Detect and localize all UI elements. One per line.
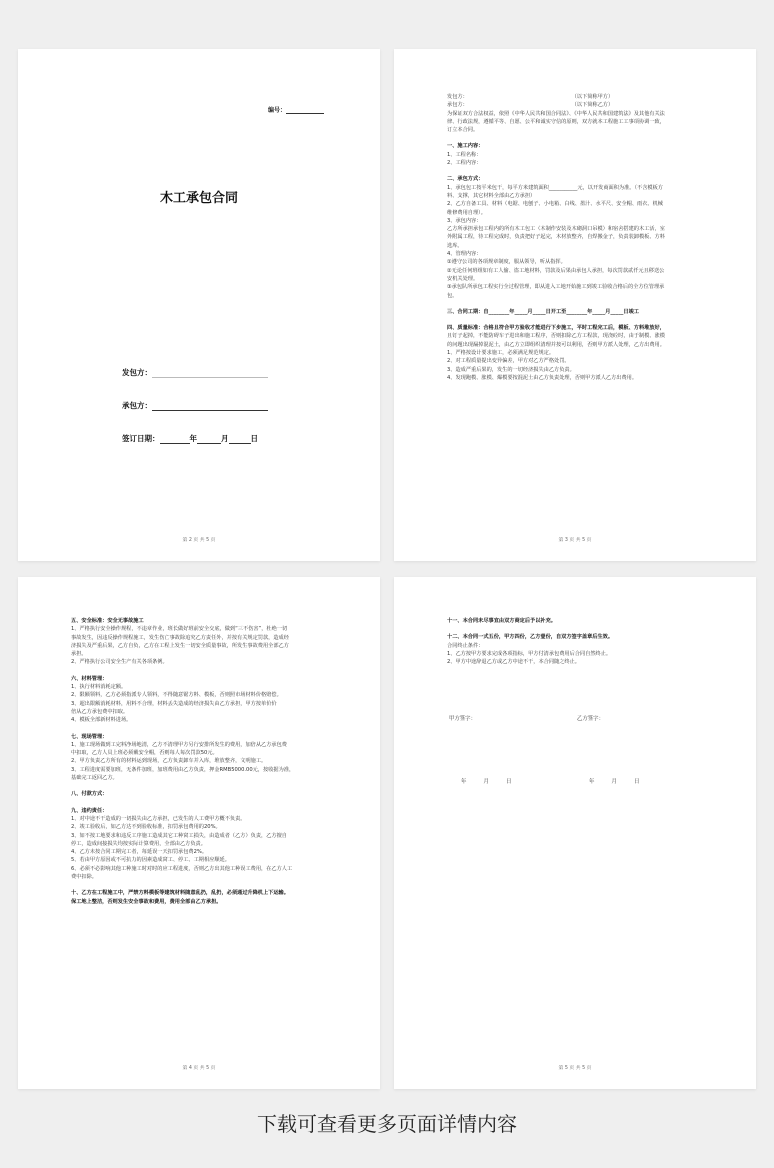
text-line: 费中扣除。 [71, 874, 97, 881]
document-page-4 [18, 577, 380, 1089]
party-b-date: 年 月 日 [589, 779, 640, 785]
download-caption: 下载可查看更多页面详情内容 [257, 1112, 517, 1136]
paragraph-gap [71, 881, 328, 889]
text-line: 承包方： （以下简称乙方） [447, 102, 614, 109]
text-line: 4、模板全部新材料进场。 [71, 717, 132, 724]
text-line: 3、超出限额消耗材料，用料不合理，材料丢失造成的经济损失由乙方承担，甲方按单价价 [71, 700, 277, 707]
text-line: ③承包队所承包工程实行全过程管理，即从进入工地开始施工到竣工验收合格后的全方位管理承 [447, 284, 665, 291]
paragraph-gap [447, 316, 704, 324]
party-b-signature: 乙方签字： [577, 716, 604, 722]
page-footer: 第 5 页 共 5 页 [558, 1066, 592, 1071]
text-line: 合同终止条件： [447, 642, 484, 649]
text-line: 中扣取，乙方人员上班必须戴安全帽，否则每人每次罚款50元。 [71, 750, 218, 757]
text-line: 2、严格执行公司安全生产有关各项条例。 [71, 659, 168, 666]
text-line: 发包方： （以下简称甲方） [447, 94, 614, 100]
paragraph-gap [71, 799, 328, 807]
text-line: 承担。 [71, 651, 87, 658]
document-page-2 [18, 49, 380, 561]
text-line: 2、竣工验收后，如乙方达不到验收标准，扣罚承包费用的20%。 [71, 824, 221, 831]
text-line: 安机关处理。 [447, 275, 479, 282]
section-heading: 七、现场管理： [71, 733, 108, 740]
paragraph-gap [447, 167, 704, 175]
text-line: 倍从乙方承包费中扣取。 [71, 708, 129, 715]
page-4-body [71, 617, 328, 906]
text-line: 外附属工程，待工程完成时，负责把好子起完，木材放整齐，自焊搬金子，负责装卸模板、方料 [447, 234, 665, 241]
section-heading: 十、乙方在工程施工中，严禁方料模板等建筑材料随意乱扔，乱扔，必须通过升降机上下运输。 [71, 890, 289, 897]
page-footer: 第 4 页 共 5 页 [182, 1066, 216, 1071]
section-heading: 五、安全标准：安全无事故施工 [71, 618, 144, 624]
text-line: 维修费用自理）。 [447, 209, 486, 216]
text-line: ①遵守公司的各项规章制度，服从领导，听从指挥。 [447, 259, 566, 266]
section-heading: 一、施工内容： [447, 143, 484, 150]
text-line: 订立本合同。 [447, 127, 479, 134]
text-line: 基础完工返回乙方。 [71, 775, 118, 782]
party-a-signature: 甲方签字： [449, 716, 476, 722]
text-line: 料、支撑，其它材料全部由乙方承担） [447, 192, 536, 199]
text-line: 3、造成严重后果的，发生的一切经济损失由乙方负责。 [447, 366, 575, 373]
text-line: 济损失及严重后果，乙方自负，乙方在工程上发生一切安全质量事故，所发生事故费用全部乙方 [71, 642, 289, 649]
text-line: 6、必须不必影响其他工种施工时对时的应工程进度，否则乙方出其他工种误工费用，在乙方人工 [71, 865, 293, 872]
text-line: 2、甲方中途辞退乙方或乙方中途不干，本合同随之终止。 [447, 659, 580, 666]
text-line: 选库。 [447, 242, 463, 249]
contract-number: 编号： [268, 105, 324, 114]
page-footer: 第 3 页 共 5 页 [558, 538, 592, 543]
text-line: 1、严格执行安全操作规程，不违章作业，班长做好班前安全交底，做到“三不伤害”，杜绝一切 [71, 626, 288, 633]
text-line: 3、工程进度需要加班，无条件加班，加班费用由乙方负责，押金RMB5000.00元，按收据为准， [71, 766, 295, 773]
text-line: 乙方所承担承包工程内的所有木工包工（木制作安装及木砌洞口吊模）和宿舍搭建的木工活，室 [447, 226, 665, 233]
text-line: 1、对中途不干造成的一切损失由乙方承担，已发生的人工费甲方概不负责。 [71, 815, 246, 822]
text-line: 2、工程内容： [447, 160, 482, 167]
text-line: 2、限额领料，乙方必须指派专人领料，不得随意锯方料、模板，否则照市场材料价格赔偿。 [71, 692, 282, 699]
party-b-field: 承包方： [122, 400, 268, 411]
text-line: 包。 [447, 292, 458, 299]
paragraph-gap [71, 782, 328, 790]
text-line: 4、乙方未按合同工期完工者，每延误一天扣罚承包费2%。 [71, 849, 208, 856]
text-line: ②无论任何班组如有工人偷、盗工地材料，罚款及后果由承包人承担，每次罚款贰仟元且移送公 [447, 267, 665, 274]
paragraph-gap [71, 667, 328, 675]
paragraph-gap [71, 725, 328, 733]
section-heading: 四、质量标准：合格且符合甲方验收才能进行下步施工，平时工程完工后，模板、方料堆放好， [447, 325, 665, 332]
page-footer: 第 2 页 共 5 页 [182, 538, 216, 543]
text-line: 2、对工程质量提出变异偏差，甲方对乙方严格处罚。 [447, 358, 570, 365]
paragraph-gap [447, 300, 704, 308]
text-line: 1、工程名称： [447, 151, 482, 158]
text-line: 4、发现跑模、胀模、爆模要按混泥土由乙方负责处理，否则甲方派人乙方出费用。 [447, 374, 638, 381]
text-line: 2、甲方负责乙方所有的材料运到现场，乙方负责卸车并入库，堆放整齐，文明施工。 [71, 758, 267, 765]
text-line: 为保证双方合法权益，依照《中华人民共和国合同法》、《中华人民共和国建筑法》及其他有关法 [447, 110, 665, 117]
text-line: 1、承包包工按平米包干，每平方米建筑面积___________元，以开发商面积为准。（不含模板方 [447, 184, 663, 191]
section-heading: 九、违约责任： [71, 807, 108, 814]
document-page-5 [394, 577, 756, 1089]
paragraph-gap [447, 134, 704, 142]
text-line: 律、行政法规，遵循平等、自愿、公平和诚实守信的原则，双方就本工程施工工事项协调一致， [447, 118, 665, 125]
text-line: 1、施工现场做到工完料净场地清，乙方不清理甲方另行安排所发生的费用，加倍从乙方承包费 [71, 741, 287, 748]
text-line: 1、乙方按甲方要求完成各项指标，甲方付清承包费用后合同自然终止。 [447, 650, 612, 657]
section-heading: 十二、本合同一式五份，甲方四份，乙方壹份，自双方签字盖章后生效。 [447, 634, 614, 641]
text-line: 1、严格按设计要求施工，必须满足规范规定。 [447, 350, 555, 357]
party-a-field: 发包方： [122, 367, 268, 378]
paragraph-gap [447, 625, 704, 633]
text-line: 5、若由甲方原因或不可抗力的因素造成窝工、停工、工期相应顺延。 [71, 857, 230, 864]
text-line: 停工，造成间接损失均按实际计算费用，全部由乙方负责。 [71, 840, 206, 847]
section-heading: 二、承包方式： [447, 176, 484, 183]
page-5-body [447, 617, 704, 666]
text-line: 且钉子起掉，不能防碍车子进出和施工程序，否则扣除乙方工程款，现浇砼时，由于制模、涨模 [447, 333, 665, 340]
section-heading: 十一、本合同未尽事宜由双方商定后予以补充。 [447, 618, 556, 624]
section-heading: 保工地上整洁，否则发生安全事故和费用，费用全部由乙方承担。 [71, 898, 222, 905]
party-a-date: 年 月 日 [461, 779, 512, 785]
page-3-body [447, 93, 704, 382]
document-page-3 [394, 49, 756, 561]
section-heading: 八、付款方式： [71, 791, 108, 798]
contract-title: 木工承包合同 [159, 191, 238, 206]
text-line: 的问题出现漏掉混泥土，由乙方立即组织清理并按可以利用，否则甲方派人处理，乙方出费用。 [447, 341, 665, 348]
text-line: 事故发生，因违反操作规程施工，发生伤亡事故除追究乙方责任外，并按有关规定罚款，造成经 [71, 634, 289, 641]
text-line: 3、如不按工地要求和违反工序施工造成其它工种窝工损失，由造成者（乙方）负责，乙方擅自 [71, 832, 287, 839]
text-line: 4、管理内容： [447, 251, 482, 258]
section-heading: 六、材料管理： [71, 675, 108, 682]
section-heading: 三、合同工期：自________年_____月_____日开工至________年_____月_____日竣工 [447, 308, 639, 315]
sign-date-field: 签订日期： 年 月 日 [122, 434, 258, 443]
text-line: 1、执行材料消耗定额。 [71, 684, 127, 691]
text-line: 2、乙方自备工具、材料（电锯、电刨子、小电箱、白线、墨汁、水平尺、安全帽、雨衣、机械 [447, 201, 663, 208]
text-line: 3、承包内容： [447, 217, 482, 224]
